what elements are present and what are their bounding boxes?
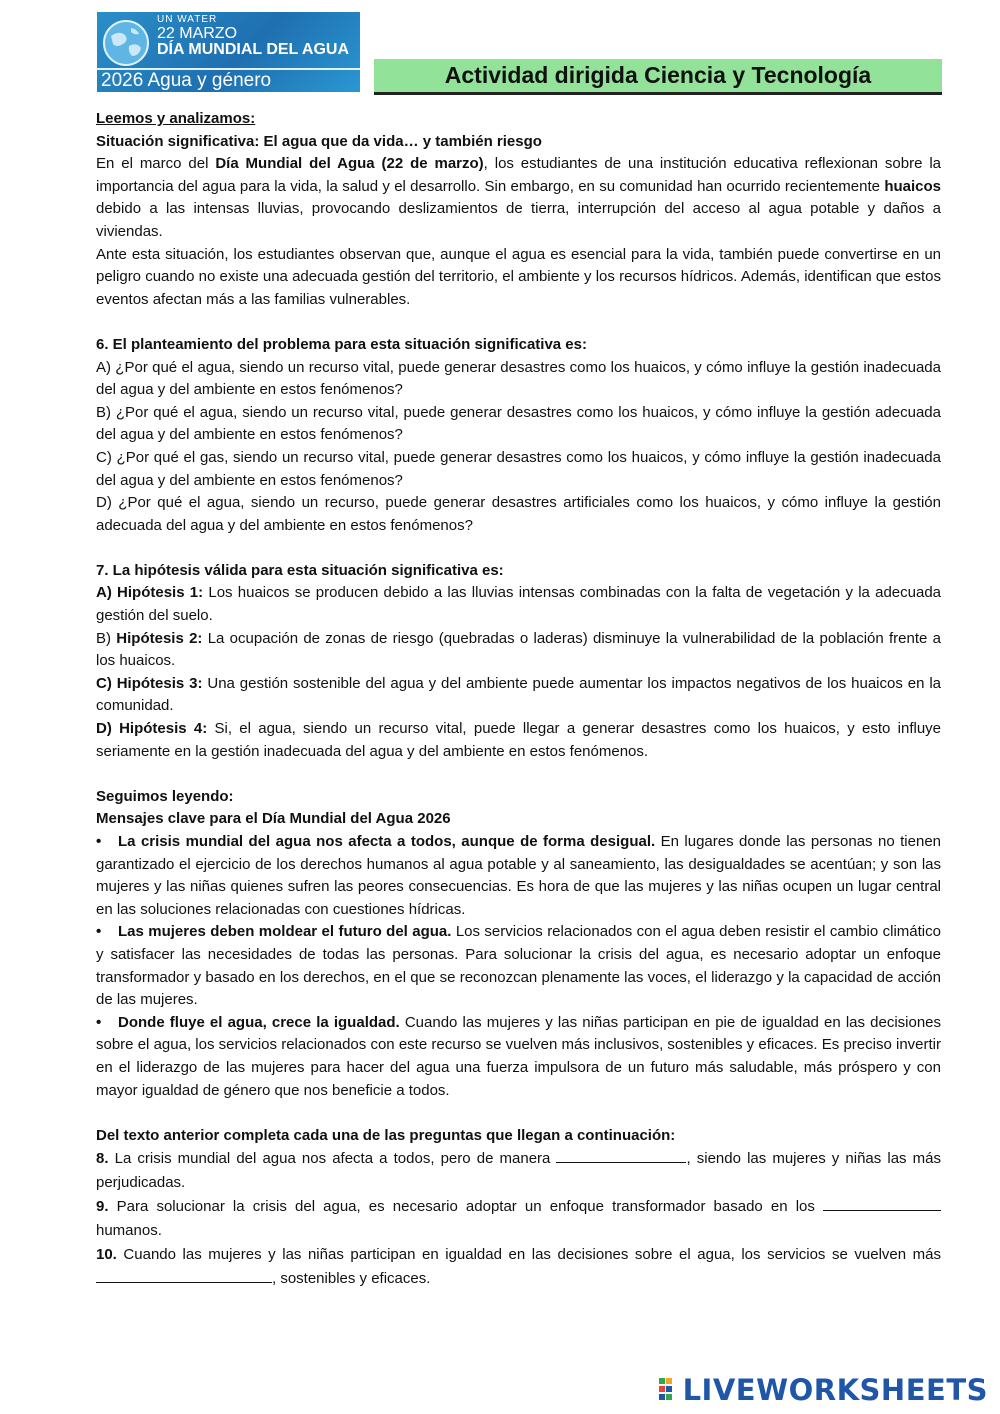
globe-icon (101, 18, 151, 68)
question-10: 10. Cuando las mujeres y las niñas participan en igualdad en las decisiones sobre el agua, los servicios se vuelven más , sostenibles y eficaces. (96, 1246, 941, 1288)
answer-blank-8[interactable] (556, 1148, 686, 1163)
key-message-item: • La crisis mundial del agua nos afecta a todos, aunque de forma desigual. En lugares donde las personas no tienen garantizado el ejercicio de los derechos humanos al agua potable y al saneamiento, las desigualdades se acentúan; y son las mujeres y las niñas quienes sufren las peores consecuencias. Es hora de que las mujeres y las niñas ocupen un lugar central en las soluciones relacionadas con cuestiones hídricas. (96, 833, 941, 918)
question-7-option-a: A) Hipótesis 1: Los huaicos se producen debido a las lluvias intensas combinadas con la falta de vegetación y la adecuada gestión del suelo. (96, 584, 942, 625)
footer-brand (658, 1372, 988, 1408)
bullet-icon: • (96, 1013, 102, 1031)
logo-theme: 2026 Agua y género (101, 70, 272, 91)
question-7-option-d: D) Hipótesis 4: Si, el agua, siendo un recurso vital, puede llegar a generar desastres como los huaicos, y esto influye seriamente en la gestión inadecuada del agua y del ambiente en estos fenómenos. (96, 720, 942, 760)
completion-instruction: Del texto anterior completa cada una de las preguntas que llegan a continuación: (96, 1126, 676, 1144)
question-7-option-b: B) Hipótesis 2: La ocupación de zonas de riesgo (quebradas o laderas) disminuye la vulnerabilidad de la población frente a los huaicos. (96, 629, 941, 670)
page-title: Actividad dirigida Ciencia y Tecnología (444, 62, 872, 88)
section-heading-continue: Seguimos leyendo: (96, 787, 234, 805)
question-6-title: 6. El planteamiento del problema para esta situación significativa es: (96, 335, 587, 353)
question-9: 9. Para solucionar la crisis del agua, es necesario adoptar un enfoque transformador basado en los humanos. (96, 1195, 941, 1243)
intro-paragraph-1: En el marco del Día Mundial del Agua (22 de marzo), los estudiantes de una institución educativa reflexionan sobre la importancia del agua para la vida, la salud y el desarrollo. Sin embargo, en su comunidad han ocurrido recientemente huaicos debido a las intensas lluvias, provocando deslizamientos de tierra, interrupción del acceso al agua potable y daños a viviendas. (96, 155, 942, 240)
question-6-option-c: C) ¿Por qué el gas, siendo un recurso vital, puede generar desastres como los huaicos, y cómo influye la gestión inadecuada del agua y del ambiente en estos fenómenos? (96, 448, 941, 489)
answer-blank-10[interactable] (96, 1268, 272, 1283)
footer-brand-text: LIVEWORKSHEETS (682, 1373, 988, 1407)
logo-date: 22 MARZO (157, 25, 238, 42)
question-8: 8. La crisis mundial del agua nos afecta a todos, pero de manera , siendo las mujeres y niñas las más perjudicadas. (96, 1150, 941, 1192)
bullet-icon: • (96, 923, 102, 941)
situation-title: Situación significativa: El agua que da vida… y también riesgo (96, 132, 542, 150)
key-message-item: • Las mujeres deben moldear el futuro del agua. Los servicios relacionados con el agua deben resistir el cambio climático y satisfacer las necesidades de todas las personas. Para solucionar la crisis del agua, es necesario adoptar un enfoque transformador y basado en los derechos, en el que se reconozcan plenamente las voces, el liderazgo y la capacidad de acción de las mujeres. (96, 923, 941, 1009)
worksheet-content (96, 108, 941, 1291)
key-message-item: • Donde fluye el agua, crece la igualdad. Cuando las mujeres y las niñas participan en pie de igualdad en las decisiones sobre el agua, los servicios relacionados con este recurso se vuelven más inclusivos, sostenibles y eficaces. Es preciso invertir en el liderazgo de las mujeres para hacer del agua una fuerza impulsora de un futuro más saludable, más próspero y con mayor igualdad de género que nos beneficie a todos. (96, 1013, 942, 1099)
event-logo (97, 12, 360, 92)
liveworksheets-logo-icon (658, 1376, 680, 1404)
answer-blank-9[interactable] (823, 1196, 941, 1211)
question-6-option-a: A) ¿Por qué el agua, siendo un recurso vital, puede generar desastres como los huaicos, y cómo influye la gestión inadecuada del agua y del ambiente en estos fenómenos? (96, 358, 941, 399)
header-bar (374, 59, 942, 95)
key-messages-title: Mensajes clave para el Día Mundial del Agua 2026 (96, 810, 451, 828)
question-6-option-d: D) ¿Por qué el agua, siendo un recurso, puede generar desastres artificiales como los huaicos, y cómo influye la gestión adecuada del agua y del ambiente en estos fenómenos? (96, 494, 941, 534)
question-6-option-b: B) ¿Por qué el agua, siendo un recurso vital, puede generar desastres como los huaicos, y cómo influye la gestión adecuada del agua y del ambiente en estos fenómenos? (96, 403, 941, 444)
question-7-title: 7. La hipótesis válida para esta situación significativa es: (96, 561, 504, 579)
bullet-icon: • (96, 833, 102, 850)
intro-paragraph-2: Ante esta situación, los estudiantes observan que, aunque el agua es esencial para la vida, también puede convertirse en un peligro cuando no existe una adecuada gestión del territorio, el ambiente y los recursos hídricos. Además, identifican que estos eventos afectan más a las familias vulnerables. (96, 245, 941, 308)
question-7-option-c: C) Hipótesis 3: Una gestión sostenible del agua y del ambiente puede aumentar los impactos negativos de los huaicos en la comunidad. (96, 674, 941, 715)
section-heading-read: Leemos y analizamos: (96, 110, 256, 127)
logo-org: UN WATER (157, 14, 218, 25)
logo-event: DÍA MUNDIAL DEL AGUA (157, 41, 349, 58)
